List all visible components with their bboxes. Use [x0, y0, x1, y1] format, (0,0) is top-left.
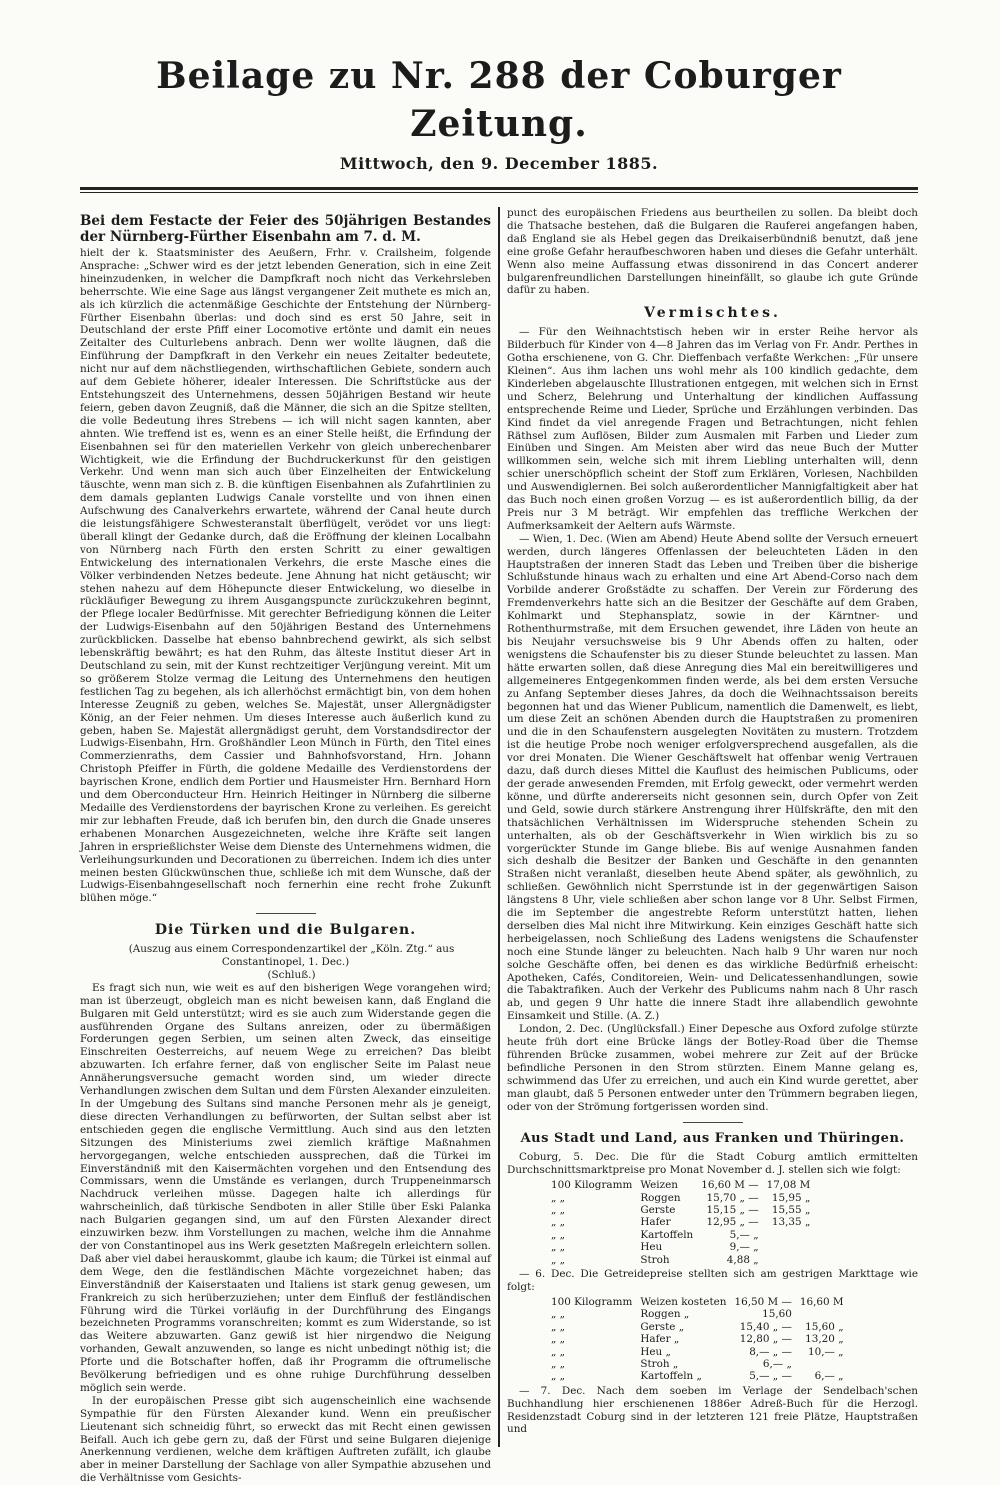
price-table-market: [547, 1296, 848, 1383]
price-table-november: [547, 1179, 814, 1266]
price-cell-item: Hafer „: [640, 1333, 680, 1346]
price-cell-item: Stroh: [640, 1253, 670, 1266]
price-cell-to: 17,08 M: [766, 1179, 811, 1192]
price-cell-item: Kartoffeln „: [640, 1370, 702, 1383]
newspaper-page: [80, 52, 918, 1485]
price-row: [547, 1346, 848, 1358]
price-cell-item: Gerste „: [640, 1320, 685, 1333]
price-cell-from: 8,— „ —: [749, 1345, 792, 1358]
price-cell-qty: „ „: [551, 1345, 566, 1358]
item-christmas-book: — Für den Weihnachtstisch heben wir in erster Reihe hervor als Bilderbuch für Kinder von 4—8 Jahren das im Verlag von Fr. Andr. Perthes in Gotha erschienene, von G. Chr. Dieffenbach verfaßte Werkchen: „Für unsere Kleinen“. Aus ihm lachen uns wohl mehr als 100 kindlich gedachte, dem Kinderleben abgelauschte Illustrationen entgegen, mit welchen sich in Ernst und Scherz, Belehrung und Unterhaltung der kindlichen Auffassung entsprechende Reime und Lieder, Sprüche und Erzählungen verbinden. Das Kind findet da viel anregende Fragen und Betrachtungen, nicht fehlen Räthsel zum Auflösen, Bilder zum Ausmalen mit Farben und Lieder zum Einüben und Singen. Am Meisten aber wird das neue Buch der Mutter willkommen sein, welche sich mit ihrem Liebling unterhalten will, denn schier unerschöpflich scheint der Stoff zum Erklären, Vorlesen, Nachbilden und Auswendiglernen. Bei solch außerordentlicher Mannigfaltigkeit aber hat das Buch noch einen großen Vorzug — es ist außerordentlich billig, da der Preis nur 3 M beträgt. Wir empfehlen das treffliche Werkchen der Aufmerksamkeit der Aeltern aufs Wärmste.: [507, 326, 918, 532]
item-wien: — Wien, 1. Dec. (Wien am Abend) Heute Abend sollte der Versuch erneuert werden, durch längeres Offenlassen der beleuchteten Läden in den Hauptstraßen der inneren Stadt das Leben und Treiben über die bisherige Schlußstunde hinaus wach zu erhalten und eine Art Abend-Corso nach dem Vorbilde anderer Großstädte zu schaffen. Der Verein zur Förderung des Fremdenverkehrs hatte sich an die Besitzer der Geschäfte auf dem Graben, Kohlmarkt und Stephansplatz, sowie in der Kärntner- und Rothenthurmstraße, mit dem Ersuchen gewendet, ihre Läden von heute an bis Neujahr versuchsweise bis 9 Uhr Abends offen zu halten, oder wenigstens die Schaufenster bis zu dieser Stunde beleuchtet zu lassen. Man hätte erwarten sollen, daß diese Anregung dies Mal ein bereitwilligeres und allgemeineres Entgegenkommen finden werde, als bei dem ersten Versuche zu Anfang September dieses Jahres, da doch die Weihnachtssaison bereits begonnen hat und das Wiener Publicum, namentlich die Damenwelt, es liebt, um diese Zeit an schönen Abenden durch die Hauptstraßen zu promeniren und die in den Schaufenstern ausgelegten Novitäten zu mustern. Trotzdem ist die heutige Probe noch weniger erfolgversprechend ausgefallen, als die vor drei Monaten. Die Wiener Geschäftswelt hat offenbar wenig Vertrauen dazu, daß durch dieses Mittel die Kauflust des heimischen Publicums, oder der gerade anwesenden Fremden, mit Erfolg geweckt, oder vermehrt werden könne, und dürfte andererseits nicht gesonnen sein, durch Opfer von Zeit und Geld, sowie durch stärkere Anstrengung ihrer Hülfskräfte, den mit den thatsächlichen Verhältnissen im Widerspruche stehenden Schein zu unterhalten, als ob der Geschäftsverkehr in Wien wirklich bis zu so vorgerückter Stunde im Gange bliebe. Bis auf wenige Ausnahmen fanden sich deshalb die Besitzer der Banken und Geschäfte in den genannten Straßen nicht veranlaßt, dieselben heute Abend später, als gewöhnlich, zu schließen. Gewöhnlich nicht Sperrstunde ist in der gegenwärtigen Saison längstens 8 Uhr, viele schließen aber schon lange vor 8 Uhr. Selbst Firmen, die im September die angestrebte Reform unterstützt hatten, liehen derselben dies Mal nicht ihre Mitwirkung. Kein einziges Geschäft hatte sich herbeigelassen, noch Schließung des Ladens wenigstens die Schaufenster noch eine Stunde länger zu beleuchten. Nach halb 9 Uhr waren nur noch solche Geschäfte offen, bei denen es das wirkliche Bedürfniß erheischt: Apotheken, Cafés, Conditoreien, Wein- und Delicatessenhandlungen, sowie die Tabaktrafiken. Auch der Verkehr des Publicums nahm nach 8 Uhr rasch ab, und gegen 9 Uhr hatte die innere Stadt ihre allabendlich gewohnte Einsamkeit und Stille. (A. Z.): [507, 532, 918, 1023]
price-cell-from: 9,— „: [729, 1241, 759, 1254]
item-coburg-prices: Coburg, 5. Dec. Die für die Stadt Coburg amtlich ermittelten Durchschnittsmarktpreise pro Monat November d. J. stellen sich wie folgt:: [507, 1151, 918, 1177]
section-title-local: Aus Stadt und Land, aus Franken und Thüringen.: [520, 1130, 905, 1146]
price-cell-to: 15,55 „: [771, 1204, 811, 1217]
price-cell-qty: „ „: [551, 1357, 566, 1370]
price-cell-item: Hafer: [640, 1216, 671, 1229]
price-cell-to: 15,95 „: [771, 1191, 811, 1204]
masthead-rule: [80, 187, 918, 190]
price-cell-from: 12,95 „ —: [706, 1216, 759, 1229]
price-cell-qty: „ „: [551, 1216, 566, 1229]
price-row: [547, 1358, 848, 1370]
price-cell-to: 13,35 „: [771, 1216, 811, 1229]
price-cell-to: 6,— „: [814, 1370, 844, 1383]
price-cell-item: Stroh „: [640, 1357, 679, 1370]
price-cell-from: 6,— „: [762, 1357, 792, 1370]
price-cell-from: 16,60 M —: [701, 1179, 759, 1192]
item-grain-prices: — 6. Dec. Die Getreidepreise stellten sich am gestrigen Markttage wie folgt:: [507, 1268, 918, 1293]
item-london: London, 2. Dec. (Unglücksfall.) Einer Depesche aus Oxford zufolge stürzte heute früh dort eine Brücke längs der Botley-Road über die Themse führenden Brücke zusammen, wobei mehrere zur Zeit auf der Brücke befindliche Personen in den Strom stürzten. Einem Manne gelang es, schwimmend das Ufer zu erreichen, und auch ein Kind wurde gerettet, aber man glaubt, daß 5 Personen entweder unter den Trümmern begraben liegen, oder von der Strömung fortgerissen worden sind.: [507, 1023, 918, 1113]
price-cell-qty: „ „: [551, 1320, 566, 1333]
price-cell-from: 5,— „: [729, 1228, 759, 1241]
price-cell-qty: „ „: [551, 1308, 566, 1321]
price-row: [547, 1241, 814, 1253]
price-row: [547, 1216, 814, 1228]
price-cell-item: Kartoffeln: [640, 1228, 694, 1241]
article-title-railway: Bei dem Festacte der Feier des 50jährigen Bestandes der Nürnberg-Fürther Eisenbahn am 7. d. M.: [80, 213, 491, 245]
price-cell-qty: „ „: [551, 1204, 566, 1217]
price-cell-item: Gerste: [640, 1204, 676, 1217]
price-cell-from: 12,80 „ —: [739, 1333, 792, 1346]
column-divider: [498, 207, 500, 1447]
price-cell-to: [796, 1358, 848, 1370]
price-cell-to: [763, 1229, 815, 1241]
price-cell-item: Roggen: [640, 1191, 681, 1204]
article-title-bulgaria: Die Türken und die Bulgaren.: [154, 922, 417, 939]
price-cell-item: Weizen kosteten: [640, 1295, 727, 1308]
price-row: [547, 1370, 848, 1382]
separator: [683, 1122, 743, 1123]
price-cell-item: Weizen: [640, 1179, 678, 1192]
price-cell-from: 16,50 M —: [734, 1295, 792, 1308]
masthead-rule-thin: [80, 192, 918, 193]
price-row: [547, 1229, 814, 1241]
price-cell-to: [796, 1308, 848, 1320]
price-cell-from: 15,60: [762, 1308, 792, 1321]
price-cell-qty: „ „: [551, 1228, 566, 1241]
price-cell-qty: 100 Kilogramm: [551, 1179, 633, 1192]
price-cell-to: [763, 1241, 815, 1253]
price-cell-qty: „ „: [551, 1241, 566, 1254]
price-cell-from: 15,15 „ —: [706, 1204, 759, 1217]
price-cell-to: 16,60 M: [799, 1295, 844, 1308]
price-row: [547, 1192, 814, 1204]
separator: [256, 913, 316, 914]
price-row: [547, 1333, 848, 1345]
price-cell-item: Heu: [640, 1241, 663, 1254]
price-cell-from: 15,70 „ —: [706, 1191, 759, 1204]
article-subtitle: (Auszug aus einem Correspondenzartikel der „Köln. Ztg.“ aus Constantinopel, 1. Dec.): [128, 943, 455, 969]
item-address-book: — 7. Dec. Nach dem soeben im Verlage der Sendelbach'schen Buchhandlung hier erschienenen 1886er Adreß-Buch für die Herzogl. Residenzstadt Coburg sind in der letzteren 121 freie Plätze, Hauptstraßen und: [507, 1384, 918, 1436]
price-cell-qty: „ „: [551, 1191, 566, 1204]
columns: [80, 207, 918, 1485]
price-cell-qty: 100 Kilogramm: [551, 1295, 633, 1308]
price-row: [547, 1321, 848, 1333]
price-cell-qty: „ „: [551, 1370, 566, 1383]
price-cell-from: 4,88 „: [726, 1253, 759, 1266]
section-title-vermischtes: Vermischtes.: [644, 305, 781, 322]
price-cell-qty: „ „: [551, 1253, 566, 1266]
article-continuation-note: (Schluß.): [267, 968, 316, 981]
price-cell-item: Heu „: [640, 1345, 671, 1358]
right-column: [507, 207, 918, 1447]
price-row: [547, 1179, 814, 1191]
price-cell-to: 10,— „: [807, 1345, 844, 1358]
issue-date: Mittwoch, den 9. December 1885.: [339, 154, 659, 173]
price-cell-to: 13,20 „: [805, 1333, 844, 1346]
price-row: [547, 1204, 814, 1216]
price-row: [547, 1308, 848, 1320]
article-body-railway: hielt der k. Staatsminister des Aeußern, Frhr. v. Crailsheim, folgende Ansprache: „Schwer wird es der jetzt lebenden Generation, sich in eine Zeit hineinzudenken, in welcher die Dampfkraft noch nicht das Verkehrsleben beherrschte. Wie eine Sage aus längst vergangener Zeit muthete es mich an, als ich kürzlich die actenmäßige Geschichte der Entstehung der Nürnberg-Fürther Eisenbahn überlas: und doch sind es erst 50 Jahre, seit in Deutschland der erste Pfiff einer Locomotive ertönte und damit ein neues Zeitalter des Culturlebens anbrach. Denn wer wollte läugnen, daß die Einführung der Dampfkraft in den Verkehr ein neues Zeitalter bedeutete, nicht nur auf dem nächstliegenden, wirthschaftlichen Gebiete, sondern auch auf dem Gebiete höherer, idealer Interessen. Die Schriftstücke aus der Entstehungszeit des Unternehmens, dessen 50jährigen Bestand wir heute feiern, geben davon Zeugniß, daß die Männer, die sich an die Spitze stellten, die volle Bedeutung ihres Strebens — ich will nicht sagen kannten, aber ahnten. Wie treffend ist es, wenn es an einer Stelle heißt, die Erfindung der Eisenbahnen sei für den materiellen Verkehr von gleich unberechenbarer Wichtigkeit, wie die Erfindung der Buchdruckerkunst für den geistigen Verkehr. Und wenn man sich auch über Einzelheiten der Entwickelung täuschte, wenn man sich z. B. die künftigen Eisenbahnen als Zufahrtlinien zu dem damals geplanten Ludwigs Canale vorstellte und von ihnen einen Aufschwung des Canalverkehrs erwartete, während der Canal heute durch die leistungsfähigere Schwesteranstalt überflügelt, verödet vor uns liegt: überall klingt der Gedanke durch, daß die Eröffnung der kleinen Localbahn von Nürnberg nach Fürth den ersten Schritt zu einer gewaltigen Entwickelung des internationalen Verkehrs, die erste Masche eines die Völker verbindenden Netzes bedeute. Jene Ahnung hat nicht getäuscht; wir stehen nahezu auf dem Höhepuncte dieser Entwickelung, wo dieselbe in rückläufiger Bewegung zu ihrem Ausgangspuncte zurückzukehren beginnt, der Pflege localer Bedürfnisse. Mit gerechter Befriedigung können die Leiter der Ludwigs-Eisenbahn auf den 50jährigen Bestand des Unternehmens zurückblicken. Dasselbe hat ebenso bahnbrechend gewirkt, als sich selbst lebenskräftig bewährt; es hat den Ruhm, das älteste Institut dieser Art in Deutschland zu sein, mit der Kunst rechtzeitiger Verjüngung vereint. Mit um so größerem Stolze vermag die Leitung des Unternehmens den heutigen festlichen Tag zu begehen, als ich allerhöchst ermächtigt bin, von dem hohen Interesse Zeugniß zu geben, welches Se. Majestät, unser Allergnädigster König, an der Feier nehmen. Um dieses Interesse auch äußerlich kund zu geben, haben Se. Majestät allergnädigst geruht, dem Vorstandsdirector der Ludwigs-Eisenbahn, Hrn. Großhändler Leon Münch in Fürth, den Titel eines Commerzienraths, dem Cassier und Bahnhofsvorstand, Hrn. Johann Christoph Pfeiffer in Fürth, die goldene Medaille des Verdienstordens der bayrischen Krone, endlich dem Portier und Hausmeister Hrn. Bernhard Horn und dem Oberconducteur Hrn. Heinrich Heitinger in Nürnberg die silberne Medaille des Verdienstordens der bayrischen Krone zu verleihen. Es gereicht mir zur lebhaften Freude, daß ich berufen bin, den durch die Gnade unseres erhabenen Monarchen Ausgezeichneten, welche ihre Kräfte seit langen Jahren in ersprießlichster Weise dem Dienste des Unternehmens widmen, die Verleihungsurkunden und Decorationen zu überreichen. Indem ich dies unter meinen besten Glückwünschen thue, schließe ich mit dem Wunsche, daß der Ludwigs-Eisenbahngesellschaft noch fernerhin eine recht frohe Zukunft blühen möge.“: [80, 247, 491, 905]
article-body-bulgaria-continued: punct des europäischen Friedens aus beurtheilen zu sollen. Da bleibt doch die Thatsache bestehen, daß die Bulgaren die Rauferei angefangen haben, daß England sie als Hebel gegen das Dreikaiserbündniß benutzt, daß jene eine große Gefahr heraufbeschworen haben und dieses die Gefahr unterhält. Wenn also meine Auffassung etwas dissonirend in das Concert anderer bulgarenfreundlichen Darstellungen hineinfällt, so glaube ich gute Gründe dafür zu haben.: [507, 207, 918, 297]
article-body-bulgaria-1: Es fragt sich nun, wie weit es auf den bisherigen Wege vorangehen wird; man ist überzeugt, obgleich man es nicht beweisen kann, daß England die Bulgaren mit Geld unterstützt; wird es sie auch zum Widerstande gegen die ausführenden Organe des Sultans anreizen, oder zu übermäßigen Forderungen gegen Serbien, um seinen alten Zweck, das einseitige Einschreiten Oesterreichs, auf neuem Wege zu erreichen? Das bleibt abzuwarten. Ich erfahre ferner, daß von englischer Seite im Palast neue Annäherungsversuche gemacht worden sind, um wieder directe Verhandlungen zwischen dem Sultan und dem Fürsten Alexander einzuleiten. In der Umgebung des Sultans sind manche Personen mehr als je geneigt, diese directen Verhandlungen zu befürworten, der Sultan selbst aber ist entschieden gegen die englische Vermittlung. Auch sind aus den letzten Sitzungen des Ministeriums zwei ziemlich kräftige Maßnahmen hervorgegangen, welche entschieden aussprechen, daß die Türkei im Einverständniß mit den Kaisermächten vorgehen und den Entsendung des Commissars, wenn die Umstände es verlangen, durch Truppeneinmarsch Nachdruck verleihen müsse. Dagegen halte ich allerdings für wahrscheinlich, daß türkische Sendboten in aller Stille über Eski Palanka nach Bulgarien gegangen sind, um auf den Fürsten Alexander direct einzuwirken bezw. ihm Vorstellungen zu machen, welche ihm die Annahme der von Constantinopel aus ins Werk gesetzten Maßregeln erleichtern sollen. Daß aber viel dabei herauskommt, glaube ich kaum; die Türkei ist einmal auf dem Wege, den die festländischen Mächte vorgezeichnet haben; das Einverständniß der Kaiserstaaten und Italiens ist stark genug gewesen, um Frankreich zu sich herüberzuziehen; unter dem Einfluß der festländischen Führung wird die Türkei vorläufig in der Durchführung des Eingangs bezeichneten Programms voranschreiten; kommt es zum Widerstande, so ist das Weitere abzuwarten. Ganz gewiß ist hier nirgendwo die Neigung vorhanden, Gewalt anzuwenden, so lange es nicht unbedingt nöthig ist; die Pforte und die Botschafter hoffen, daß ihr Programm die oftrumelische Bevölkerung befriedigen und es ohne ruhige Durchführung desselben möglich sein werde.: [80, 981, 491, 1394]
price-cell-item: Roggen „: [640, 1308, 690, 1321]
newspaper-title: Beilage zu Nr. 288 der Coburger Zeitung.: [156, 55, 842, 145]
price-cell-from: 5,— „ —: [749, 1370, 792, 1383]
article-body-bulgaria-2: In der europäischen Presse gibt sich augenscheinlich eine wachsende Sympathie für den Fürsten Alexander kund. Wenn ein preußischer Lieutenant sich schneidig führt, so erweckt das mit Recht einen gewissen Beifall. Auch ich gebe gern zu, daß der Fürst und seine Bulgaren diejenige Anerkennung verdienen, welche dem kräftigen Auftreten zufällt, ich glaube aber in meiner Darstellung der Sachlage von aller Sympathie abzusehen und die Verhältnisse vom Gesichts-: [80, 1394, 491, 1485]
masthead: [80, 52, 918, 193]
price-row: [547, 1254, 814, 1266]
price-cell-to: [763, 1254, 815, 1266]
price-cell-qty: „ „: [551, 1333, 566, 1346]
price-cell-to: 15,60 „: [805, 1320, 844, 1333]
price-cell-from: 15,40 „ —: [739, 1320, 792, 1333]
left-column: [80, 207, 491, 1485]
price-row: [547, 1296, 848, 1308]
